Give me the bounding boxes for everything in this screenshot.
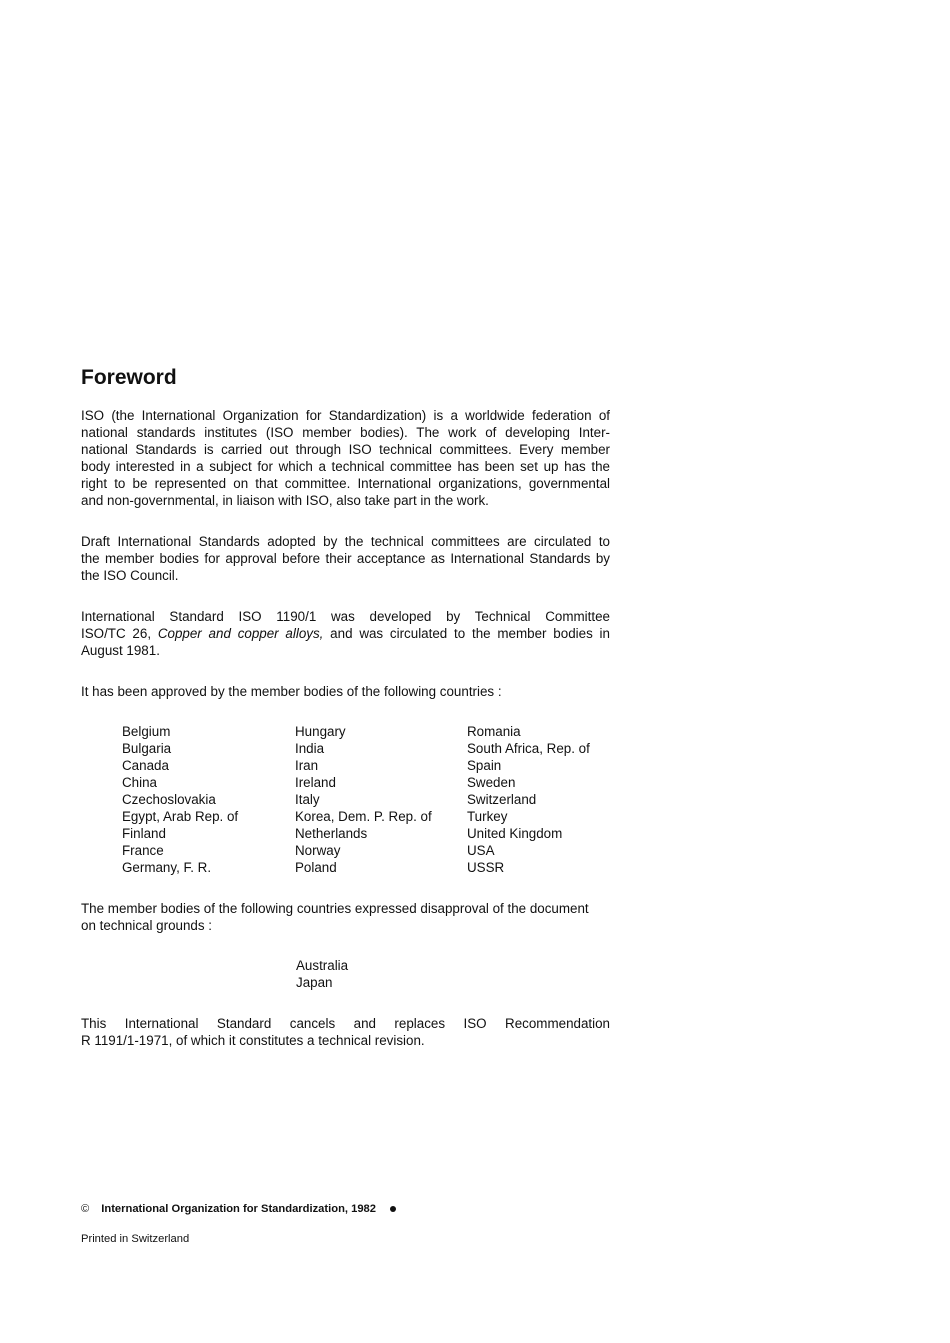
country: Switzerland: [467, 792, 537, 807]
text-line: the ISO Council.: [81, 568, 179, 583]
approved-countries-column-2: [295, 723, 432, 876]
country: Spain: [467, 758, 502, 773]
country: Ireland: [295, 775, 336, 790]
country: India: [295, 741, 325, 756]
text-line: ISO (the International Organization for Standardization) is a worldwide federation of: [81, 408, 610, 423]
paragraph-development: [81, 608, 610, 659]
text-segment: and was circulated to the member bodies in: [323, 626, 610, 641]
text-line: and non-governmental, in liaison with ISO, also take part in the work.: [81, 493, 489, 508]
text-line: right to be represented on that committee. International organizations, governmental: [81, 476, 610, 491]
paragraph-approval-intro: [81, 683, 610, 700]
country: Romania: [467, 724, 521, 739]
text-line: on technical grounds :: [81, 918, 213, 933]
country: Korea, Dem. P. Rep. of: [295, 809, 432, 824]
text-line: Draft International Standards adopted by the technical committees are circulated to: [81, 534, 610, 549]
committee-title: Copper and copper alloys,: [157, 626, 324, 641]
copyright-notice: [81, 1203, 396, 1215]
country: France: [122, 843, 164, 858]
text-line: International Standard ISO 1190/1 was developed by Technical Committee: [81, 609, 610, 624]
country: Netherlands: [295, 826, 368, 841]
text-line: The member bodies of the following countries expressed disapproval of the document: [81, 901, 589, 916]
country: Sweden: [467, 775, 516, 790]
country: Egypt, Arab Rep. of: [122, 809, 239, 824]
text-line: It has been approved by the member bodies of the following countries :: [81, 684, 502, 699]
bullet-icon: [390, 1206, 396, 1212]
country: Bulgaria: [122, 741, 172, 756]
paragraph-disapproval-intro: [81, 900, 610, 934]
country: Iran: [295, 758, 319, 773]
printed-location: Printed in Switzerland: [81, 1233, 190, 1245]
country: Germany, F. R.: [122, 860, 212, 875]
text-segment: ISO/TC 26,: [81, 626, 158, 641]
country: Czechoslovakia: [122, 792, 216, 807]
text-line: August 1981.: [81, 643, 160, 658]
country: Australia: [296, 958, 349, 973]
country: Hungary: [295, 724, 346, 739]
copyright-icon: ©: [81, 1203, 90, 1215]
disapproving-countries: [296, 957, 348, 991]
paragraph-draft-standards: [81, 533, 610, 584]
country: Norway: [295, 843, 341, 858]
page-title: Foreword: [81, 366, 177, 389]
paragraph-iso-description: [81, 407, 610, 509]
country: Turkey: [467, 809, 508, 824]
text-line: body interested in a subject for which a technical committee has been set up has the: [81, 459, 610, 474]
text-line: national standards institutes (ISO member bodies). The work of developing Inter-: [81, 425, 610, 440]
country: Poland: [295, 860, 337, 875]
country: United Kingdom: [467, 826, 563, 841]
country: USSR: [467, 860, 505, 875]
country: Belgium: [122, 724, 171, 739]
text-line: national Standards is carried out through ISO technical committees. Every member: [81, 442, 610, 457]
approved-countries-column-3: [467, 723, 590, 876]
country: South Africa, Rep. of: [467, 741, 590, 756]
approved-countries-column-1: [122, 723, 238, 876]
country: Italy: [295, 792, 320, 807]
text-line: This International Standard cancels and replaces ISO Recommendation: [81, 1016, 610, 1031]
country: Canada: [122, 758, 169, 773]
country: China: [122, 775, 157, 790]
copyright-text: International Organization for Standardization, 1982: [101, 1203, 377, 1215]
text-line: [81, 625, 610, 642]
text-line: the member bodies for approval before their acceptance as International Standards by: [81, 551, 610, 566]
country: Finland: [122, 826, 166, 841]
country: USA: [467, 843, 495, 858]
paragraph-replacement: [81, 1015, 610, 1049]
text-line: R 1191/1-1971, of which it constitutes a technical revision.: [81, 1033, 425, 1048]
country: Japan: [296, 975, 333, 990]
